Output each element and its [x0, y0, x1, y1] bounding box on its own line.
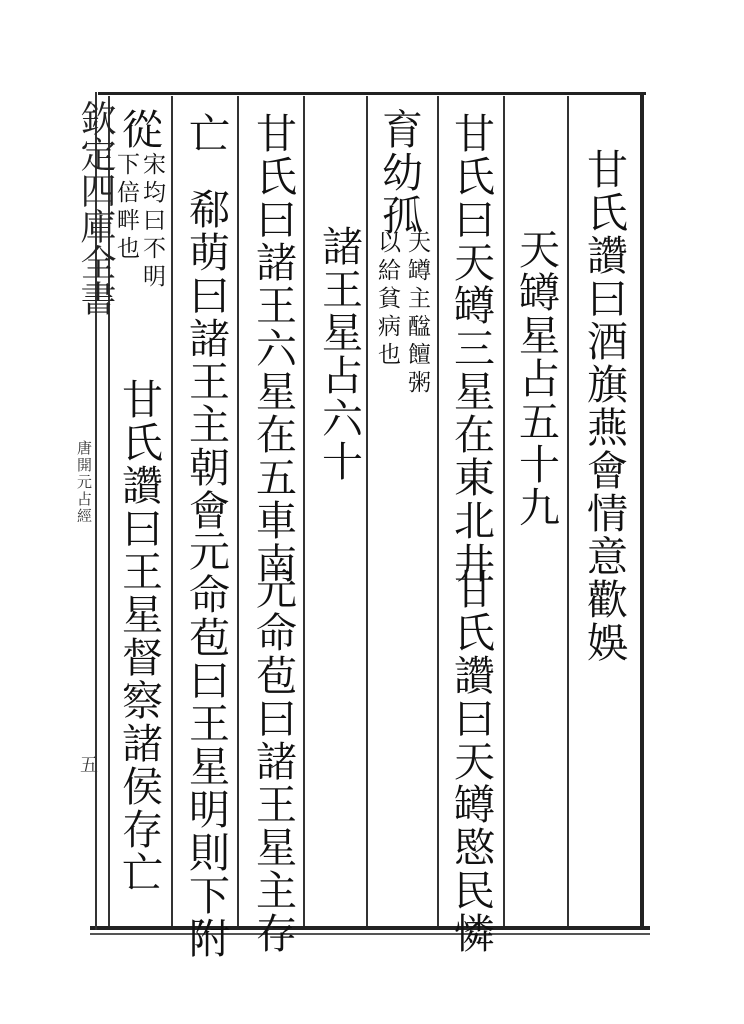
column-rule: [171, 96, 173, 926]
column-rule: [237, 96, 239, 926]
column-rule: [437, 96, 439, 926]
column-rule: [567, 96, 569, 926]
commentary-8b: 宋均曰不明: [139, 152, 165, 292]
commentary-4b: 天罇主䤈饘粥: [404, 230, 430, 398]
text-column-8a: 從: [115, 108, 163, 151]
book-title-margin: 唐開元占經: [75, 440, 93, 525]
text-column-1: 甘氏讚曰酒旗燕會情意歡娛: [580, 148, 628, 664]
text-column-3b: 甘氏讚曰天罇愍民憐: [447, 568, 495, 955]
text-column-6a: 甘氏曰諸王六星在五車南: [249, 112, 297, 585]
text-column-7b: 郗萌曰諸王主朝會: [182, 188, 230, 532]
frame-bottom-border-inner: [90, 933, 650, 935]
text-column-7a: 亡: [182, 112, 230, 155]
text-column-3a: 甘氏曰天罇三星在東北井: [447, 112, 495, 585]
frame-bottom-border: [90, 926, 650, 930]
frame-right-border: [640, 92, 644, 930]
fold-edge-title: 欽定四庫全書: [75, 100, 116, 316]
text-column-7c: 元命苞曰王星明則下附: [182, 530, 230, 960]
text-column-8d: 甘氏讚曰王星督察諸侯存亡: [115, 378, 163, 894]
column-rule: [503, 96, 505, 926]
section-heading-zhuwang: 諸王星占六十: [315, 225, 363, 483]
text-column-6b: 元命苞曰諸王星主存: [249, 568, 297, 955]
column-rule: [366, 96, 368, 926]
frame-top-border: [98, 92, 646, 95]
commentary-4c: 以給貧病也: [374, 230, 400, 370]
text-column-4a: 育幼孤: [375, 108, 423, 237]
section-heading-tianzun: 天罇星占五十九: [512, 228, 560, 529]
commentary-8c: 下倍畔也: [113, 152, 139, 264]
column-rule: [303, 96, 305, 926]
page-number: 五: [77, 755, 98, 775]
